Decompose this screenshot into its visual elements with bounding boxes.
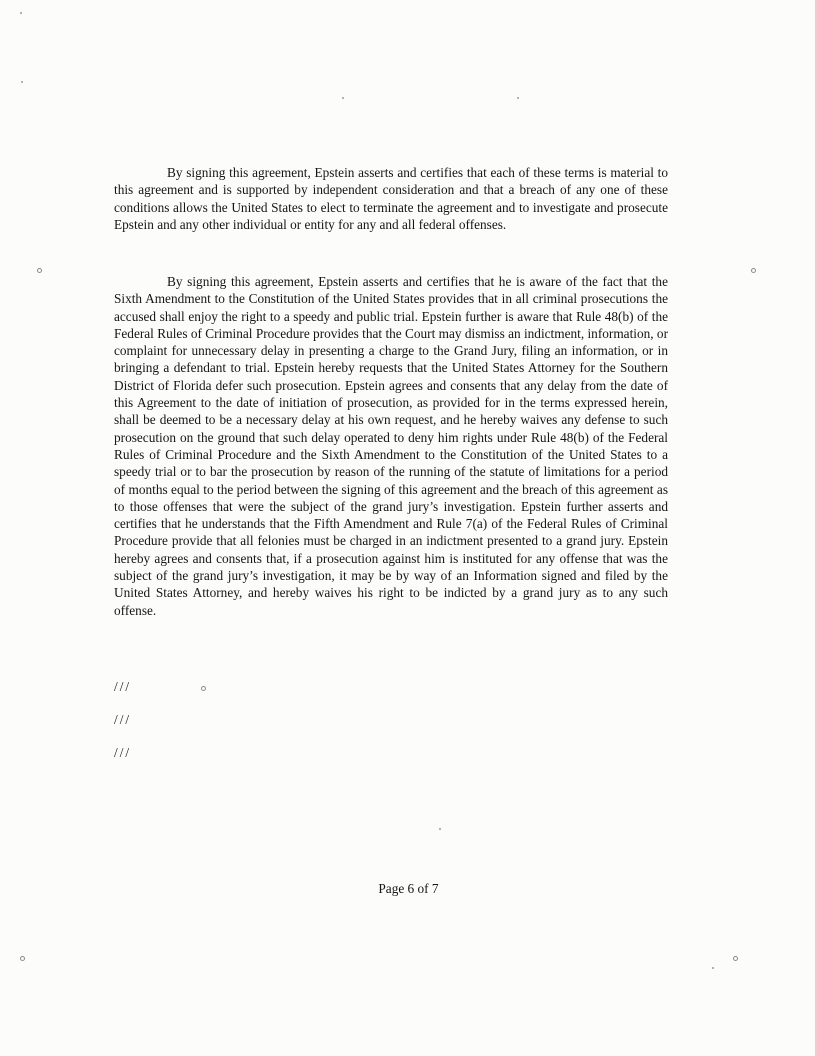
paragraph-speedy-trial-waiver: By signing this agreement, Epstein asserts and certifies that he is aware of the fact that the Sixth Amendment to the Constitution of the United States provides that in all criminal prosecutions the accused shall enjoy the right to a speedy and public trial. Epstein further is aware that Rule 48(b) of the Federal Rules of Criminal Procedure provides that the Court may dismiss an indictment, information, or complaint for unnecessary delay in presenting a charge to the Grand Jury, filing an information, or in bringing a defendant to trial. Epstein hereby requests that the United States Attorney for the Southern District of Florida defer such prosecution. Epstein agrees and consents that any delay from the date of this Agreement to the date of initiation of prosecution, as provided for in the terms expressed herein, shall be deemed to be a necessary delay at his own request, and he hereby waives any defense to such prosecution on the ground that such delay operated to deny him rights under Rule 48(b) of the Federal Rules of Criminal Procedure and the Sixth Amendment to the Constitution of the United States to a speedy trial or to bar the prosecution by reason of the running of the statute of limitations for a period of months equal to the period between the signing of this agreement and the breach of this agreement as to those offenses that were the subject of the grand jury’s investigation. Epstein further asserts and certifies that he understands that the Fifth Amendment and Rule 7(a) of the Federal Rules of Criminal Procedure provide that all felonies must be charged in an indictment presented to a grand jury. Epstein hereby agrees and consents that, if a prosecution against him is instituted for any offense that was the subject of the grand jury’s investigation, it may be by way of an Information signed and filed by the United States Attorney, and hereby waives his right to be indicted by a grand jury as to any such offense. bbox=[114, 274, 668, 618]
scan-speck bbox=[37, 268, 42, 273]
scan-speck bbox=[342, 97, 344, 99]
section-break: /// bbox=[114, 679, 132, 694]
scan-speck bbox=[201, 686, 206, 691]
section-break: /// bbox=[114, 745, 132, 760]
scan-speck bbox=[20, 12, 22, 14]
scan-speck bbox=[712, 967, 714, 969]
scan-speck bbox=[733, 956, 738, 961]
scan-speck bbox=[439, 828, 441, 830]
scan-speck bbox=[21, 81, 23, 83]
scan-speck bbox=[517, 97, 519, 99]
paragraph-certification: By signing this agreement, Epstein asserts and certifies that each of these terms is material to this agreement and is supported by independent consideration and that a breach of any one of these conditions allows the United States to elect to terminate the agreement and to investigate and prosecute Epstein and any other individual or entity for any and all federal offenses. bbox=[114, 165, 668, 232]
section-break: /// bbox=[114, 712, 132, 727]
scan-speck bbox=[751, 268, 756, 273]
scan-speck bbox=[20, 956, 25, 961]
page-number: Page 6 of 7 bbox=[378, 881, 439, 896]
